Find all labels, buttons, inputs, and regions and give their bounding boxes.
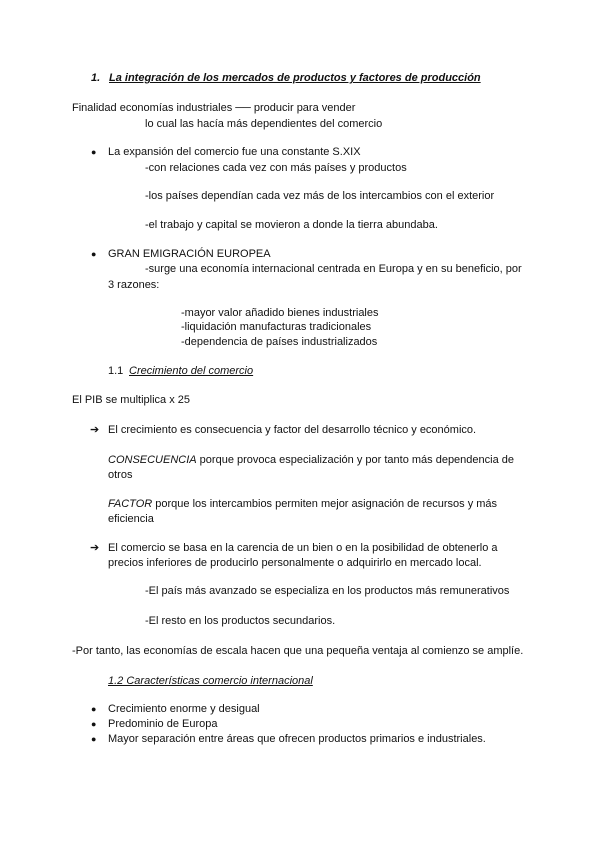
factor-line-1 xyxy=(108,498,497,511)
list-item: Mayor separación entre áreas que ofrecen productos primarios e industriales. xyxy=(108,733,486,745)
factor-text: porque los intercambios permiten mejor asignación de recursos y más xyxy=(152,498,498,510)
bullet2-title: GRAN EMIGRACIÓN EUROPEA xyxy=(108,248,271,260)
section-1-2-title: 1.2 Características comercio internacional xyxy=(108,675,313,687)
page-title: La integración de los mercados de productos y factores de producción xyxy=(109,72,481,84)
list-item: Predominio de Europa xyxy=(108,718,218,730)
intro-line-1: Finalidad economías industriales ── producir para vender xyxy=(72,102,356,114)
bullet-icon: ● xyxy=(91,249,97,259)
consecuencia-label: CONSECUENCIA xyxy=(108,454,197,466)
section-1-1-number: 1.1 xyxy=(108,365,124,377)
factor-label: FACTOR xyxy=(108,498,153,510)
pais-line-1: -El país más avanzado se especializa en los productos más remunerativos xyxy=(145,585,510,597)
bullet-icon: ● xyxy=(91,719,97,729)
consecuencia-line-1 xyxy=(108,454,514,467)
reason-item: -dependencia de países industrializados xyxy=(181,336,378,348)
bullet-icon: ● xyxy=(91,147,97,157)
heading-number: 1. xyxy=(91,72,101,84)
intro-line-2: lo cual las hacía más dependientes del comercio xyxy=(145,118,383,130)
arrow2-line-2: precios inferiores de producirlo personalmente o adquirirlo en mercado local. xyxy=(108,557,482,569)
section-1-1-title: Crecimiento del comercio xyxy=(129,365,254,377)
bullet1-sub2: -los países dependían cada vez más de los intercambios con el exterior xyxy=(145,190,495,202)
portanto-line: -Por tanto, las economías de escala hacen que una pequeña ventaja al comienzo se amplíe. xyxy=(72,645,524,657)
pais-line-2: -El resto en los productos secundarios. xyxy=(145,615,336,627)
reason-item: -liquidación manufacturas tradicionales xyxy=(181,321,372,333)
consecuencia-line-2: otros xyxy=(108,469,133,481)
bullet1-sub1: -con relaciones cada vez con más países y productos xyxy=(145,162,407,174)
arrow1-text: El crecimiento es consecuencia y factor del desarrollo técnico y económico. xyxy=(108,424,477,436)
reason-item: -mayor valor añadido bienes industriales xyxy=(181,307,379,319)
arrow2-line-1: El comercio se basa en la carencia de un bien o en la posibilidad de obtenerlo a xyxy=(108,542,498,554)
pib-line: El PIB se multiplica x 25 xyxy=(72,394,190,406)
bullet1-title: La expansión del comercio fue una constante S.XIX xyxy=(108,146,361,158)
arrow-icon: ➔ xyxy=(90,424,100,436)
bullet-icon: ● xyxy=(91,704,97,714)
bullet2-sub1: -surge una economía internacional centrada en Europa y en su beneficio, por xyxy=(145,263,522,275)
bullet2-sub1b: 3 razones: xyxy=(108,279,160,291)
consecuencia-text: porque provoca especialización y por tanto más dependencia de xyxy=(196,454,514,466)
list-item: Crecimiento enorme y desigual xyxy=(108,703,260,715)
arrow-icon: ➔ xyxy=(90,542,100,554)
bullet1-sub3: -el trabajo y capital se movieron a donde la tierra abundaba. xyxy=(145,219,438,231)
bullet-icon: ● xyxy=(91,734,97,744)
factor-line-2: eficiencia xyxy=(108,513,154,525)
